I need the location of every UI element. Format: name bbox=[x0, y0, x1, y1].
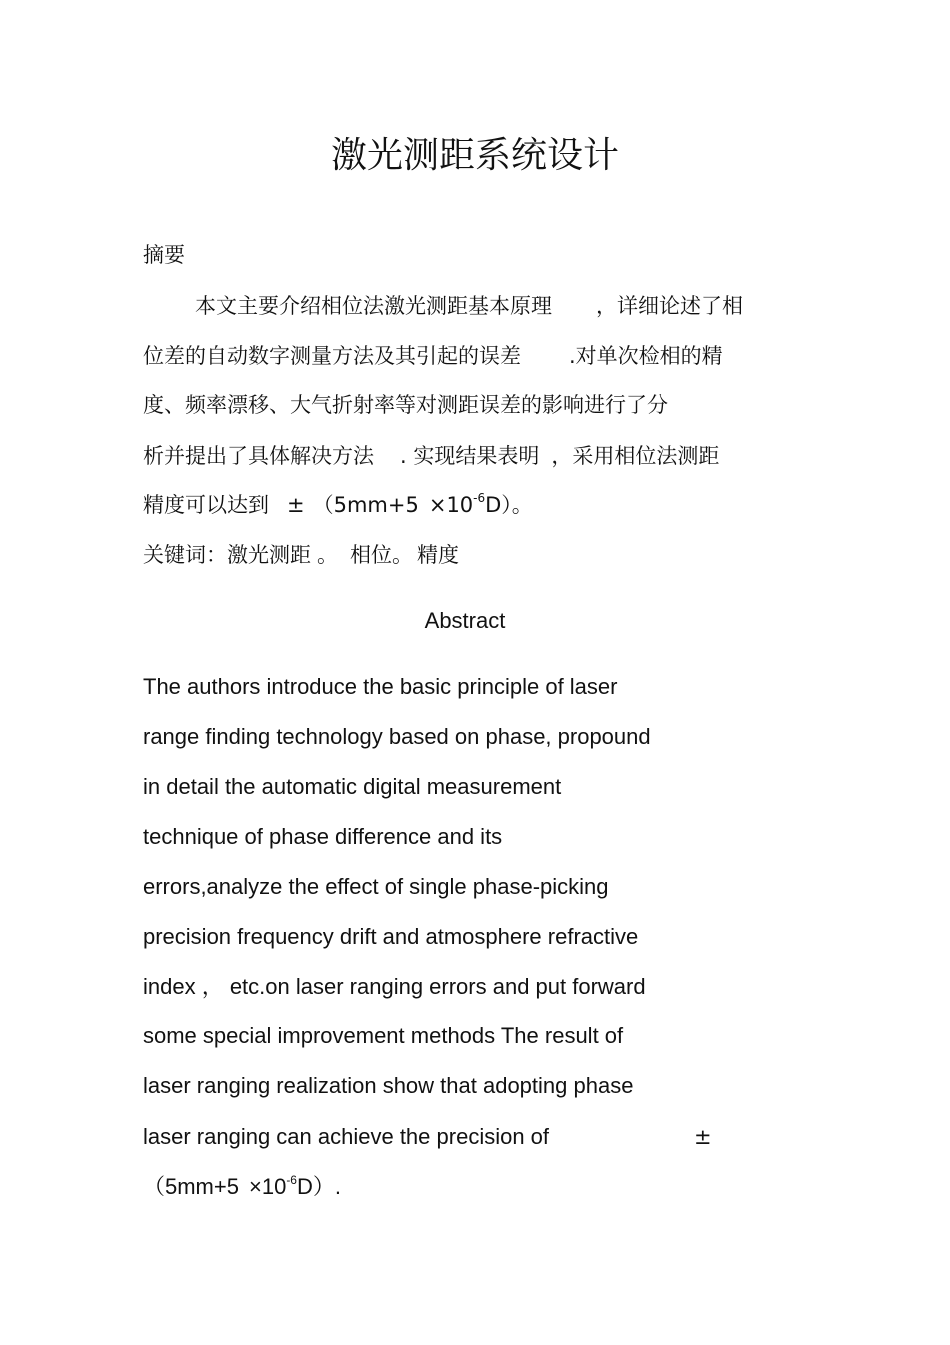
zh-text: . 实现结果表明 bbox=[400, 444, 540, 468]
keyword-separator: 。 bbox=[317, 543, 338, 567]
formula-part: ×10 bbox=[248, 1174, 287, 1199]
zh-text: ，采用相位法测距 bbox=[551, 444, 720, 468]
keyword-separator: 。 bbox=[392, 543, 413, 567]
keywords-label: 关键词： bbox=[143, 543, 227, 567]
document-title: 激光测距系统设计 bbox=[330, 135, 619, 176]
plus-minus-sign: ± bbox=[694, 1125, 712, 1149]
en-line-10: laser ranging can achieve the precision of bbox=[143, 1124, 550, 1149]
en-line-8: some special improvement methods The result of bbox=[143, 1023, 624, 1048]
formula-exponent: -6 bbox=[286, 1173, 297, 1187]
en-line-7: index ， etc.on laser ranging errors and put forward bbox=[143, 974, 646, 999]
abstract-heading-zh: 摘要 bbox=[143, 243, 185, 267]
zh-line-2 bbox=[143, 341, 723, 371]
zh-text: 位差的自动数字测量方法及其引起的误差 bbox=[143, 344, 521, 368]
zh-line-5 bbox=[143, 490, 533, 523]
zh-line-3 bbox=[143, 390, 668, 420]
en-line-4: technique of phase difference and its bbox=[143, 824, 503, 849]
formula-part: （5mm+5 bbox=[143, 1174, 239, 1199]
keyword: 精度 bbox=[417, 543, 459, 567]
en-line-3: in detail the automatic digital measurement bbox=[143, 774, 562, 799]
en-line-5: errors,analyze the effect of single phase-picking bbox=[143, 874, 609, 899]
zh-text: 度、频率漂移、大气折射率等对测距误差的影响进行了分 bbox=[143, 393, 668, 417]
zh-text: 析并提出了具体解决方法 bbox=[143, 444, 374, 468]
keyword: 激光测距 bbox=[227, 543, 311, 567]
zh-text: 精度可以达到 bbox=[143, 493, 269, 517]
en-line-1: The authors introduce the basic principle of laser bbox=[143, 674, 618, 699]
en-formula-line bbox=[143, 1172, 341, 1205]
en-line-6: precision frequency drift and atmosphere refractive bbox=[143, 924, 639, 949]
formula-part: （5mm+5 bbox=[312, 493, 419, 517]
zh-line-4 bbox=[143, 441, 719, 471]
plus-minus-sign: ± bbox=[287, 493, 305, 517]
en-line-9: laser ranging realization show that adopting phase bbox=[143, 1073, 634, 1098]
abstract-heading-en: Abstract bbox=[424, 608, 506, 633]
keywords-line bbox=[143, 540, 459, 570]
formula-exponent: -6 bbox=[473, 491, 486, 505]
zh-text: .对单次检相的精 bbox=[569, 344, 723, 368]
keyword: 相位 bbox=[350, 543, 392, 567]
zh-text: 本文主要介绍相位法激光测距基本原理 bbox=[195, 294, 552, 318]
formula-part: ×10 bbox=[428, 493, 474, 517]
formula-part: D）。 bbox=[485, 493, 533, 517]
zh-text: ，详细论述了相 bbox=[596, 294, 743, 318]
en-line-2: range finding technology based on phase, propound bbox=[143, 724, 651, 749]
formula-part: D）. bbox=[296, 1174, 341, 1199]
zh-line-1 bbox=[195, 291, 743, 321]
